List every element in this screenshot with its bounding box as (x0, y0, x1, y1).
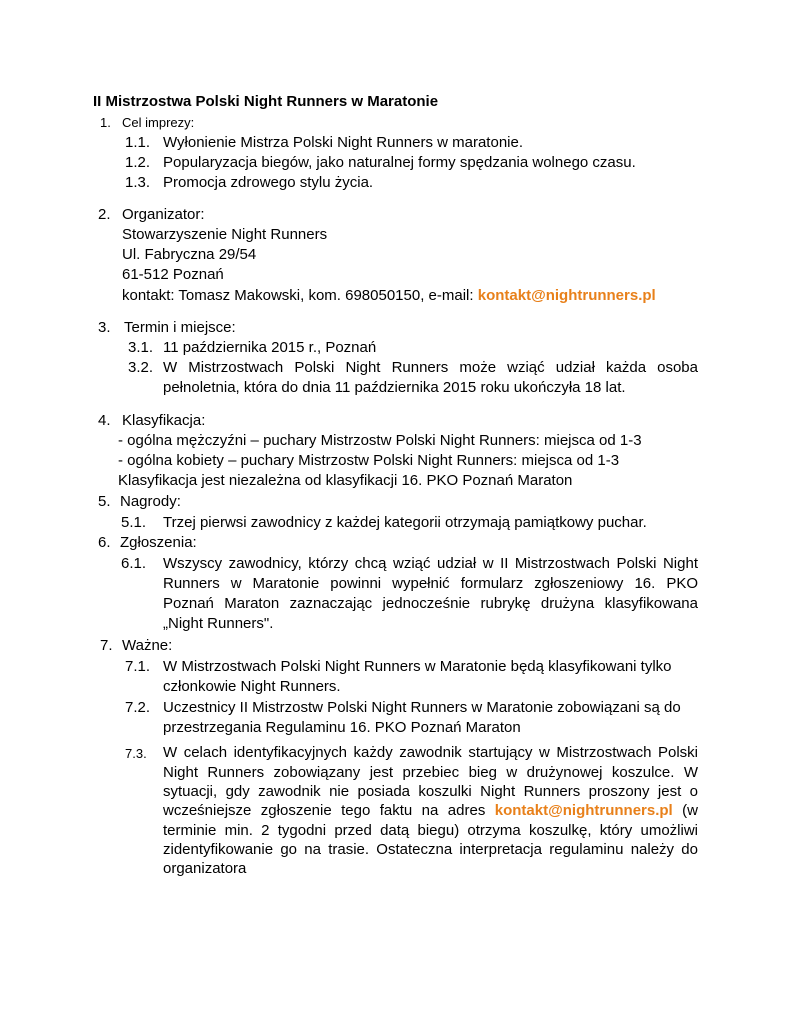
classification-note: Klasyfikacja jest niezależna od klasyfikacji 16. PKO Poznań Maraton (118, 472, 573, 489)
organizer-name: Stowarzyszenie Night Runners (122, 226, 328, 243)
item-3-1-number: 3.1. (128, 339, 154, 356)
item-5-1-number: 5.1. (121, 514, 147, 531)
item-6-1-line-2: Runners w Maratonie powinni wypełnić formularz zgłoszeniowy 16. PKO (163, 575, 698, 592)
item-1-1-number: 1.1. (125, 134, 151, 151)
item-7-3-number: 7.3. (125, 746, 147, 761)
section-1-heading: Cel imprezy: (122, 115, 195, 130)
item-1-2-text: Popularyzacja biegów, jako naturalnej formy spędzania wolnego czasu. (163, 154, 636, 171)
document-title: II Mistrzostwa Polski Night Runners w Maratonie (93, 93, 439, 110)
item-3-2-line-2: pełnoletnia, która do dnia 11 października 2015 roku ukończyła 18 lat. (163, 379, 626, 396)
item-7-3-line-6: zidentyfikowanie go na trasie. Ostateczna interpretacja regulaminu należy do (163, 841, 698, 858)
section-1-number: 1. (100, 115, 111, 130)
section-3-number: 3. (98, 319, 111, 336)
item-7-3-line-5: terminie min. 2 tygodni przed datą biegu) otrzyma koszulkę, który umożliwi (163, 822, 698, 839)
section-6-heading: Zgłoszenia: (120, 534, 197, 551)
section-5-heading: Nagrody: (120, 493, 181, 510)
section-5-number: 5. (98, 493, 111, 510)
section-2-heading: Organizator: (122, 206, 205, 223)
item-7-3-line-4-text: wcześniejsze zgłoszenie tego faktu na adres (163, 802, 486, 819)
item-1-3-text: Promocja zdrowego stylu życia. (163, 174, 374, 191)
item-7-3-line-4-tail: (w (682, 802, 698, 819)
item-7-2-line-2: przestrzegania Regulaminu 16. PKO Poznań Maraton (163, 719, 521, 736)
section-7-heading: Ważne: (122, 637, 173, 654)
item-1-1-text: Wyłonienie Mistrza Polski Night Runners w maratonie. (163, 134, 523, 151)
organizer-contact (122, 286, 656, 306)
contact-email-link[interactable]: kontakt@nightrunners.pl (477, 287, 656, 304)
section-2-number: 2. (98, 206, 111, 223)
item-6-1-number: 6.1. (121, 555, 147, 572)
section-4-number: 4. (98, 412, 111, 429)
item-5-1-text: Trzej pierwsi zawodnicy z każdej kategorii otrzymają pamiątkowy puchar. (163, 514, 647, 531)
item-3-2-line-1: W Mistrzostwach Polski Night Runners może wziąć udział każda osoba (163, 359, 698, 376)
organizer-street: Ul. Fabryczna 29/54 (122, 246, 257, 263)
classification-men: - ogólna mężczyźni – puchary Mistrzostw Polski Night Runners: miejsca od 1-3 (118, 432, 642, 449)
item-7-3-email-link[interactable]: kontakt@nightrunners.pl (494, 802, 673, 819)
classification-women: - ogólna kobiety – puchary Mistrzostw Polski Night Runners: miejsca od 1-3 (118, 452, 620, 469)
item-6-1-line-4: „Night Runners". (163, 615, 274, 632)
item-7-3-line-2: Night Runners zobowiązany jest przebiec bieg w drużynowej koszulce. W (163, 764, 698, 781)
item-7-3-line-4 (163, 801, 698, 821)
section-3-heading: Termin i miejsce: (124, 319, 236, 336)
item-7-1-line-1: W Mistrzostwach Polski Night Runners w Maratonie będą klasyfikowani tylko (163, 658, 672, 675)
contact-text: kontakt: Tomasz Makowski, kom. 698050150, e-mail: (122, 287, 474, 304)
item-7-1-line-2: członkowie Night Runners. (163, 678, 341, 695)
item-7-3-line-7: organizatora (163, 860, 247, 877)
section-7-number: 7. (100, 637, 113, 654)
item-3-2-number: 3.2. (128, 359, 154, 376)
item-7-3-line-1: W celach identyfikacyjnych każdy zawodnik startujący w Mistrzostwach Polski (163, 744, 698, 761)
section-4-heading: Klasyfikacja: (122, 412, 206, 429)
item-7-2-line-1: Uczestnicy II Mistrzostw Polski Night Runners w Maratonie zobowiązani są do (163, 699, 681, 716)
item-6-1-line-1: Wszyscy zawodnicy, którzy chcą wziąć udział w II Mistrzostwach Polski Night (163, 555, 698, 572)
organizer-city: 61-512 Poznań (122, 266, 224, 283)
item-7-3-line-3: sytuacji, gdy zawodnik nie posiada koszulki Night Runners proszony jest o (163, 783, 698, 800)
section-6-number: 6. (98, 534, 111, 551)
item-6-1-line-3: Poznań Maraton zaznaczając jednocześnie rubrykę drużyna klasyfikowana (163, 595, 698, 612)
item-3-1-text: 11 października 2015 r., Poznań (163, 339, 377, 356)
item-1-3-number: 1.3. (125, 174, 151, 191)
item-1-2-number: 1.2. (125, 154, 151, 171)
item-7-2-number: 7.2. (125, 699, 151, 716)
item-7-1-number: 7.1. (125, 658, 151, 675)
